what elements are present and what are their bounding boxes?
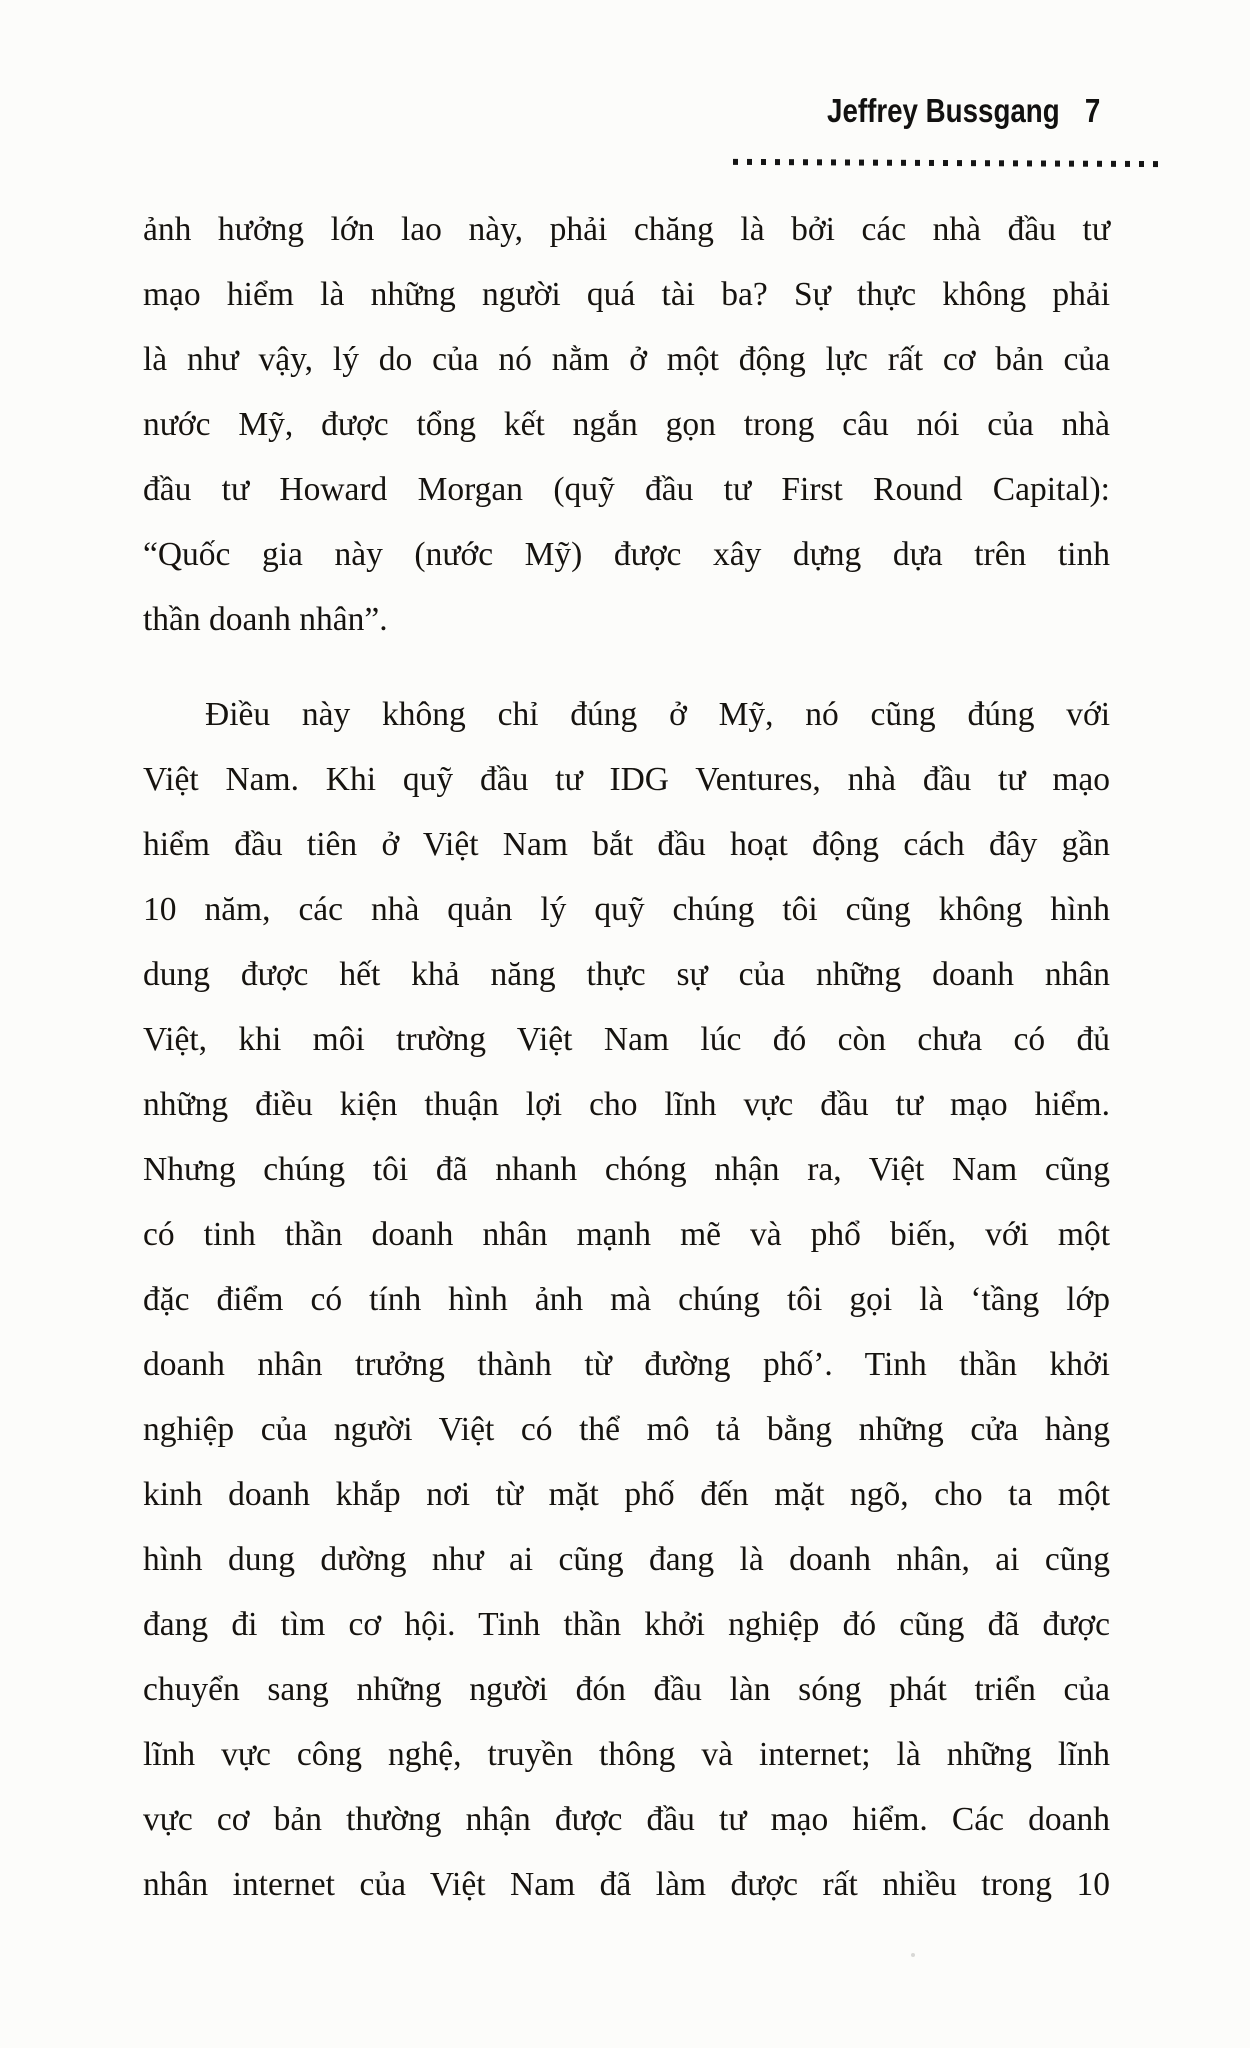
- text-line: ảnh hưởng lớn lao này, phải chăng là bởi các nhà đầu tư: [143, 211, 1110, 248]
- text-line: Việt Nam. Khi quỹ đầu tư IDG Ventures, nhà đầu tư mạo: [143, 761, 1110, 798]
- text-line: lĩnh vực công nghệ, truyền thông và internet; là những lĩnh: [143, 1736, 1110, 1773]
- text-line: doanh nhân trưởng thành từ đường phố’. Tinh thần khởi: [143, 1346, 1110, 1383]
- text-line: đặc điểm có tính hình ảnh mà chúng tôi gọi là ‘tầng lớp: [143, 1281, 1110, 1318]
- paragraph: [143, 197, 1110, 652]
- text-line: nhân internet của Việt Nam đã làm được rất nhiều trong 10: [143, 1866, 1110, 1903]
- dotted-rule: [733, 159, 1163, 167]
- running-head-author: Jeffrey Bussgang: [826, 92, 1060, 129]
- text-line: kinh doanh khắp nơi từ mặt phố đến mặt ngõ, cho ta một: [143, 1476, 1110, 1513]
- text-line: có tinh thần doanh nhân mạnh mẽ và phổ biến, với một: [143, 1216, 1110, 1253]
- text-line: Điều này không chỉ đúng ở Mỹ, nó cũng đúng với: [205, 696, 1110, 733]
- text-line: đầu tư Howard Morgan (quỹ đầu tư First Round Capital):: [143, 471, 1110, 508]
- text-line: mạo hiểm là những người quá tài ba? Sự thực không phải: [143, 276, 1110, 313]
- page-number: 7: [1084, 92, 1100, 129]
- text-line: hiểm đầu tiên ở Việt Nam bắt đầu hoạt động cách đây gần: [143, 826, 1110, 863]
- running-header: [827, 92, 1100, 130]
- text-line: “Quốc gia này (nước Mỹ) được xây dựng dựa trên tinh: [143, 536, 1110, 573]
- text-line: hình dung dường như ai cũng đang là doanh nhân, ai cũng: [143, 1541, 1110, 1578]
- text-line: 10 năm, các nhà quản lý quỹ chúng tôi cũng không hình: [143, 891, 1110, 928]
- text-line: những điều kiện thuận lợi cho lĩnh vực đầu tư mạo hiểm.: [143, 1086, 1110, 1123]
- text-block: [143, 197, 1110, 1917]
- text-line: Việt, khi môi trường Việt Nam lúc đó còn chưa có đủ: [143, 1021, 1110, 1058]
- text-line: nước Mỹ, được tổng kết ngắn gọn trong câu nói của nhà: [143, 406, 1110, 443]
- text-line: là như vậy, lý do của nó nằm ở một động lực rất cơ bản của: [143, 341, 1110, 378]
- text-line: chuyển sang những người đón đầu làn sóng phát triển của: [143, 1671, 1110, 1708]
- text-line: Nhưng chúng tôi đã nhanh chóng nhận ra, Việt Nam cũng: [143, 1151, 1110, 1188]
- text-line: thần doanh nhân”.: [143, 601, 388, 638]
- text-line: vực cơ bản thường nhận được đầu tư mạo hiểm. Các doanh: [143, 1801, 1110, 1838]
- scan-speck: [911, 1953, 915, 1957]
- text-line: dung được hết khả năng thực sự của những doanh nhân: [143, 956, 1110, 993]
- paragraph: [143, 682, 1110, 1917]
- text-line: nghiệp của người Việt có thể mô tả bằng những cửa hàng: [143, 1411, 1110, 1448]
- text-line: đang đi tìm cơ hội. Tinh thần khởi nghiệp đó cũng đã được: [143, 1606, 1110, 1643]
